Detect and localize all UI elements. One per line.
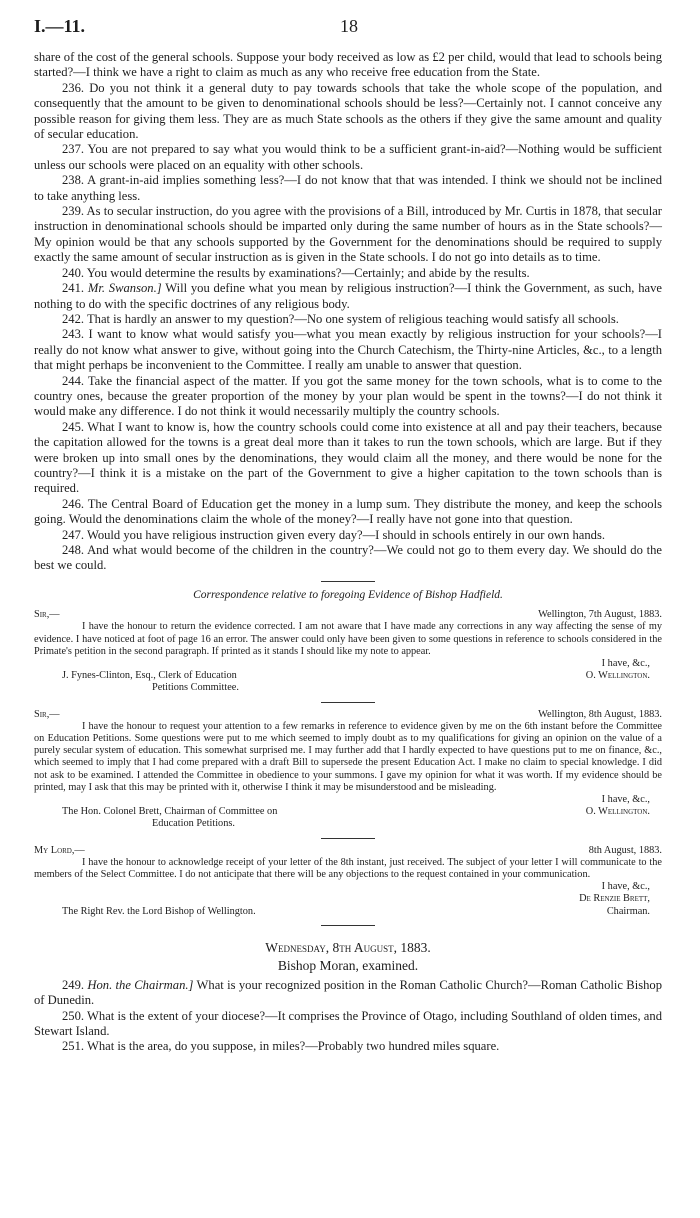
- question-244: 244. Take the financial aspect of the matter. If you got the same money for the town schools, what is to come to the country ones, because the greater proportion of the money by your plan would be spent in the towns?—I do not think it would make any difference. I do not think it would necessarily multiply the country schools.: [34, 373, 662, 419]
- question-243: 243. I want to know what would satisfy you—what you mean exactly by religious instruction for your schools?—I really do not know what answer to give, without going into the Church Catechism, the Thirty-nine Articles, &c., to a length that might perhaps be inconvenient to the Committee. I really am unable to answer that question.: [34, 327, 662, 373]
- main-text: [34, 50, 662, 1055]
- signature-title: Chairman.: [606, 905, 650, 917]
- letter-closing: I have, &c.,: [601, 794, 650, 806]
- question-238: 238. A grant-in-aid implies something less?—I do not know that that was intended. I think we should not be inclined to take anything less.: [34, 173, 662, 203]
- question-249: [34, 978, 662, 1009]
- addressee-continued: Petitions Committee.: [152, 682, 239, 694]
- section-divider: [321, 702, 375, 703]
- question-240: 240. You would determine the results by examinations?—Certainly; and abide by the results.: [62, 265, 530, 280]
- document-reference: I.—11.: [34, 16, 86, 36]
- letter-2-footer: [34, 806, 662, 818]
- question-242: 242. That is hardly an answer to my question?—No one system of religious teaching would satisfy all schools.: [62, 311, 619, 326]
- question-247: 247. Would you have religious instruction given every day?—I should in schools entirely in our own hands.: [62, 527, 605, 542]
- letter-1: [34, 609, 662, 694]
- paragraph-continuation: share of the cost of the general schools. Suppose your body received as low as £2 per child, would that lead to schools being started?—I think we have a right to claim as much as any who receive free education from the State.: [34, 50, 662, 80]
- salutation: Sir,—: [34, 609, 60, 621]
- question-251: 251. What is the area, do you suppose, in miles?—Probably two hundred miles square.: [62, 1039, 500, 1054]
- addressee: The Right Rev. the Lord Bishop of Wellington.: [62, 905, 256, 917]
- question-number: 241.: [62, 281, 85, 296]
- witness-heading: Bishop Moran, examined.: [277, 958, 419, 974]
- question-text: Will you define what you mean by religious instruction?—I think the Government, as such, have nothing to do with the specific doctrines of any religious body.: [34, 281, 662, 311]
- signature: De Renzie Brett,: [579, 893, 650, 905]
- letter-body: I have the honour to request your attention to a few remarks in reference to evidence given by me on the 6th instant before the Committee on Education Petitions. Some questions were put to me which seemed to imply doubt as to my qualifications for giving an opinion on the value of a purely secular system of education. This somewhat surprised me. I may further add that I hardly expected to have questions put to me on finance, &c., which seemed to imply that I had come prepared with a draft Bill to supersede the present Education Act. I make no claim to special knowledge. I did not ask to be examined. I attended the Committee in obedience to your summons. I gave my opinion for what it was worth. If my evidence should be printed, may I ask that this may be printed with it, otherwise I think it may be misunderstood and be misleading.: [34, 720, 662, 793]
- letter-closing: I have, &c.,: [601, 881, 650, 893]
- speaker-name: Hon. the Chairman.]: [87, 977, 194, 992]
- salutation: My Lord,—: [34, 844, 85, 856]
- letter-1-footer: [34, 670, 662, 682]
- salutation: Sir,—: [34, 708, 60, 720]
- addressee-continued: Education Petitions.: [152, 818, 235, 830]
- letter-2-header: [34, 709, 662, 721]
- letter-3: [34, 845, 662, 918]
- addressee: J. Fynes-Clinton, Esq., Clerk of Education: [62, 670, 237, 682]
- letter-2: [34, 709, 662, 831]
- question-250: 250. What is the extent of your diocese?—It comprises the Province of Otago, including Southland of olden times, and Stewart Island.: [34, 1008, 662, 1038]
- page-number: 18: [340, 16, 358, 36]
- question-239: 239. As to secular instruction, do you agree with the provisions of a Bill, introduced by Mr. Curtis in 1878, that secular instruction in denominational schools should be imparted only during the same number of hours as in the State schools?—My opinion would be that any schools supported by the Government for the denominations should be required to supply exactly the same amount of secular instruction as is given in the State schools. I do not go into details as to time.: [34, 204, 662, 265]
- signature: O. Wellington.: [585, 670, 650, 682]
- letter-3-header: [34, 845, 662, 857]
- question-236: 236. Do you not think it a general duty to pay towards schools that take the whole scope of the population, and consequently that the amount to be given to denominational schools should be less?—Certainly not. I cannot conceive any possible reason for giving them less. They are as much State schools as the others if they give the same amount and quality of secular education.: [34, 80, 662, 142]
- letter-3-footer: [34, 906, 662, 918]
- letter-body: I have the honour to return the evidence corrected. I am not aware that I have made any corrections in any way affecting the sense of my evidence. I have noticed at foot of page 16 an error. The answer could only have been given to some questions in reference to schools considered in the Primate's petition in the second paragraph. If printed as it stands I should like my note to appear.: [34, 621, 662, 657]
- speaker-name: Mr. Swanson.]: [87, 281, 162, 296]
- letter-date: 8th August, 1883.: [588, 844, 662, 856]
- question-246: 246. The Central Board of Education get the money in a lump sum. They distribute the money, and keep the schools going. Would the denominations claim the whole of the money?—I really have not gone into that question.: [34, 496, 662, 527]
- question-text: What is your recognized position in the Roman Catholic Church?—Roman Catholic Bishop of Dunedin.: [34, 977, 662, 1008]
- question-number: 249.: [62, 977, 85, 992]
- signature: O. Wellington.: [585, 806, 650, 818]
- question-237: 237. You are not prepared to say what you would think to be a sufficient grant-in-aid?—Nothing would be sufficient unless our schools were placed on an equality with other schools.: [34, 142, 662, 172]
- letter-date: Wellington, 7th August, 1883.: [538, 609, 662, 621]
- question-241: [34, 281, 662, 312]
- letter-date: Wellington, 8th August, 1883.: [538, 708, 662, 720]
- section-divider: [321, 925, 375, 926]
- section-divider: [321, 581, 375, 582]
- addressee: The Hon. Colonel Brett, Chairman of Committee on: [62, 806, 278, 818]
- letter-1-header: [34, 609, 662, 621]
- session-date: Wednesday, 8th August, 1883.: [265, 939, 431, 955]
- section-divider: [321, 838, 375, 839]
- correspondence-title: Correspondence relative to foregoing Evidence of Bishop Hadfield.: [193, 588, 503, 601]
- question-248: 248. And what would become of the children in the country?—We could not go to them every day. We should do the best we could.: [34, 543, 662, 573]
- question-245: 245. What I want to know is, how the country schools could come into existence at all and pay their teachers, because the capitation allowed for the towns is a great deal more than it takes to run the town schools, which are large. But if they were broken up into small ones by the denominations, they would claim all the money, and there would be none for the country?—I think it is a mistake on the part of the Government to give a higher capitation to the town schools than is required.: [34, 419, 662, 496]
- letter-closing: I have, &c.,: [601, 658, 650, 670]
- letter-body: I have the honour to acknowledge receipt of your letter of the 8th instant, just received. The subject of your letter I will communicate to the members of the Select Committee. I do not anticipate that there will be any objections to the request contained in your communication.: [34, 856, 662, 881]
